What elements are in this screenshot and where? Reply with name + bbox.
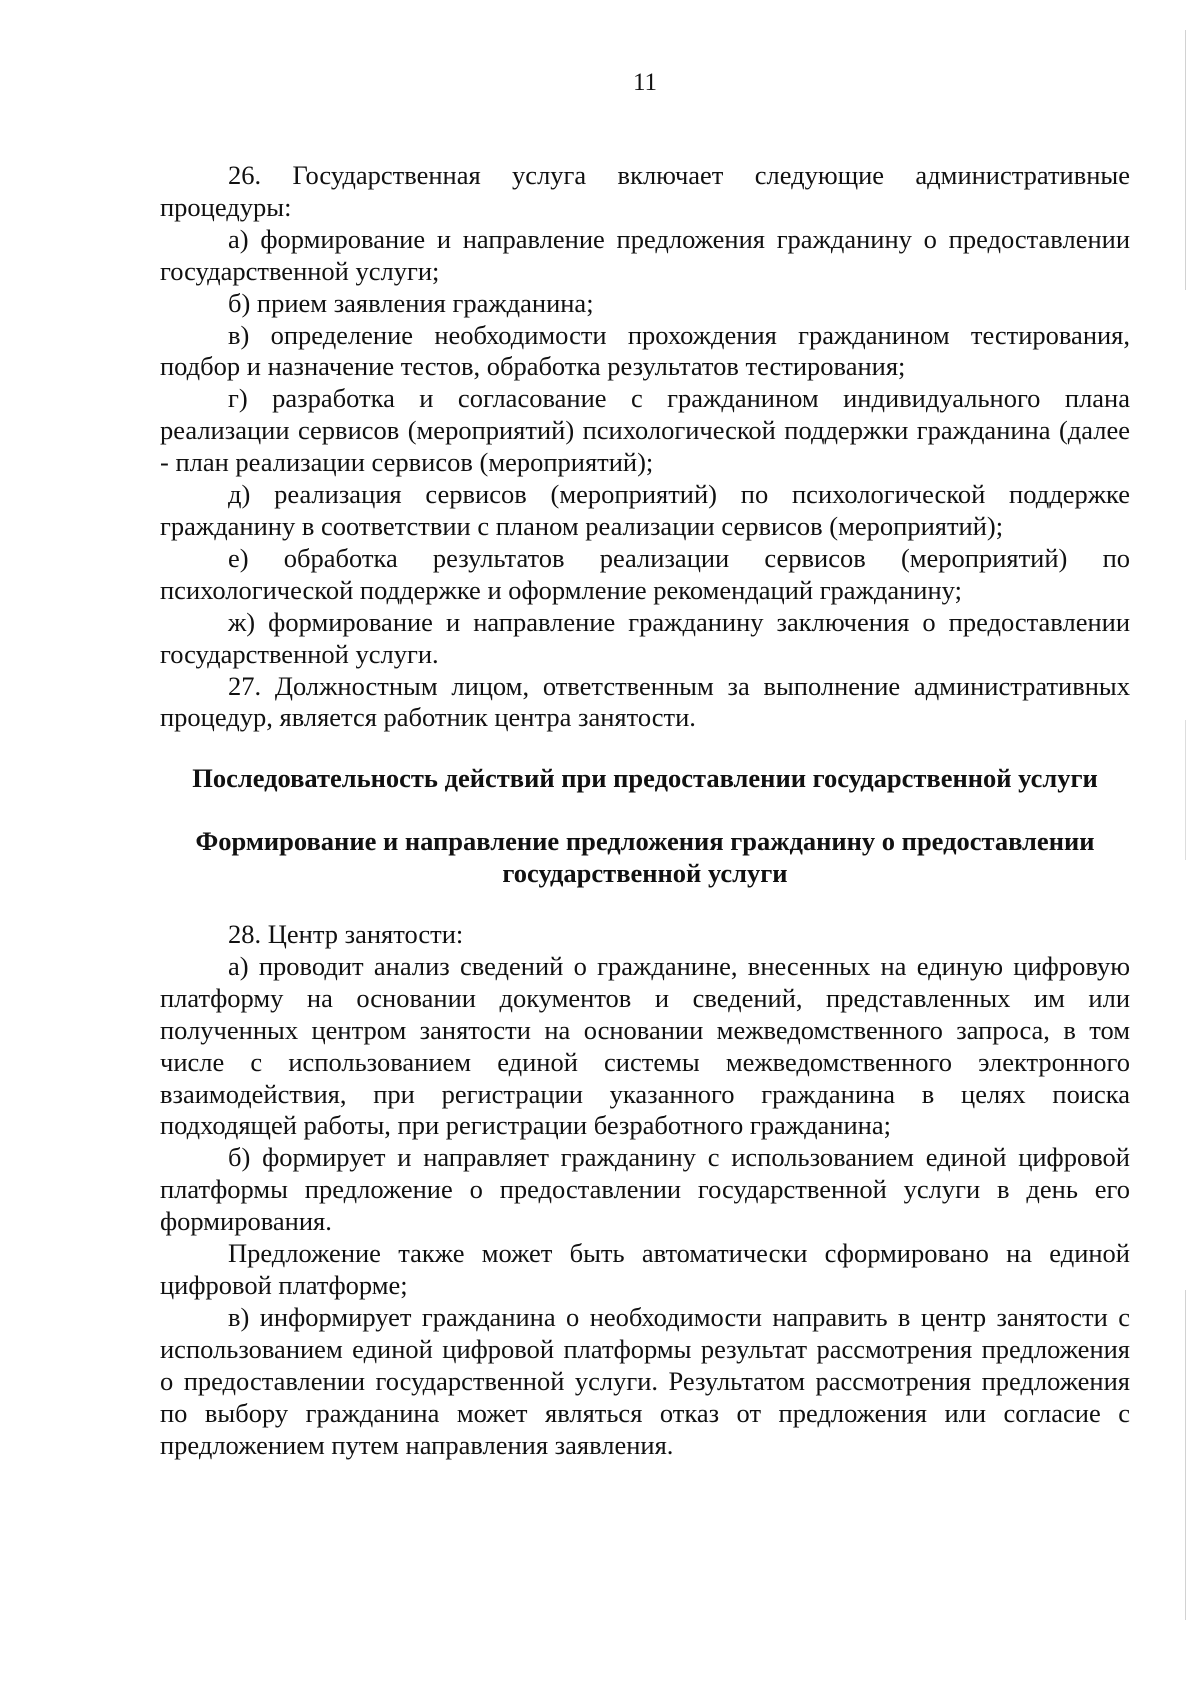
section-heading-formation: Формирование и направление предложения гражданину о предоставлении государственной услуги bbox=[195, 826, 1095, 889]
list-item-b: б) прием заявления гражданина; bbox=[228, 287, 594, 318]
list-item-a: а) формирование и направление предложения гражданину о предоставлении государственной услуги; bbox=[160, 223, 1130, 286]
list-item-28-a: а) проводит анализ сведений о гражданине, внесенных на единую цифровую платформу на основании документов и сведений, представленных им или полученных центром занятости на основании межведомственного запроса, в том числе с использованием единой системы межведомственного электронного взаимодействия, при регистрации указанного гражданина в целях поиска подходящей работы, при регистрации безработного гражданина; bbox=[160, 950, 1130, 1141]
list-item-28-v: в) информирует гражданина о необходимости направить в центр занятости с использованием единой цифровой платформы результат рассмотрения предложения о предоставлении государственной услуги. Результатом рассмотрения предложения по выбору гражданина может являться отказ от предложения или согласие с предложением путем направления заявления. bbox=[160, 1301, 1130, 1460]
paragraph-auto-formation: Предложение также может быть автоматически сформировано на единой цифровой платформе; bbox=[160, 1238, 1130, 1300]
paragraph-27: 27. Должностным лицом, ответственным за выполнение административных процедур, является работник центра занятости. bbox=[160, 670, 1130, 733]
list-item-d: д) реализация сервисов (мероприятий) по психологической поддержке гражданину в соответствии с планом реализации сервисов (мероприятий); bbox=[160, 479, 1130, 541]
section-heading-sequence: Последовательность действий при предоставлении государственной услуги bbox=[192, 763, 1098, 794]
paragraph-28: 28. Центр занятости: bbox=[228, 919, 464, 950]
list-item-zh: ж) формирование и направление гражданину заключения о предоставлении государственной услуги. bbox=[160, 606, 1130, 669]
scan-edge-line bbox=[1185, 30, 1186, 290]
paragraph-26: 26. Государственная услуга включает следующие административные процедуры: bbox=[160, 160, 1130, 222]
document-body bbox=[160, 160, 1130, 1461]
list-item-e: е) обработка результатов реализации сервисов (мероприятий) по психологической поддержке и оформление рекомендаций гражданину; bbox=[160, 542, 1130, 605]
list-item-28-b: б) формирует и направляет гражданину с использованием единой цифровой платформы предложение о предоставлении государственной услуги в день его формирования. bbox=[160, 1142, 1130, 1237]
scan-edge-line bbox=[1185, 720, 1186, 860]
list-item-g: г) разработка и согласование с гражданином индивидуального плана реализации сервисов (мероприятий) психологической поддержки гражданина (далее - план реализации сервисов (мероприятий); bbox=[160, 383, 1130, 478]
scan-edge-line bbox=[1185, 1290, 1186, 1620]
list-item-v: в) определение необходимости прохождения гражданином тестирования, подбор и назначение тестов, обработка результатов тестирования; bbox=[160, 319, 1130, 382]
page-number: 11 bbox=[632, 69, 658, 96]
